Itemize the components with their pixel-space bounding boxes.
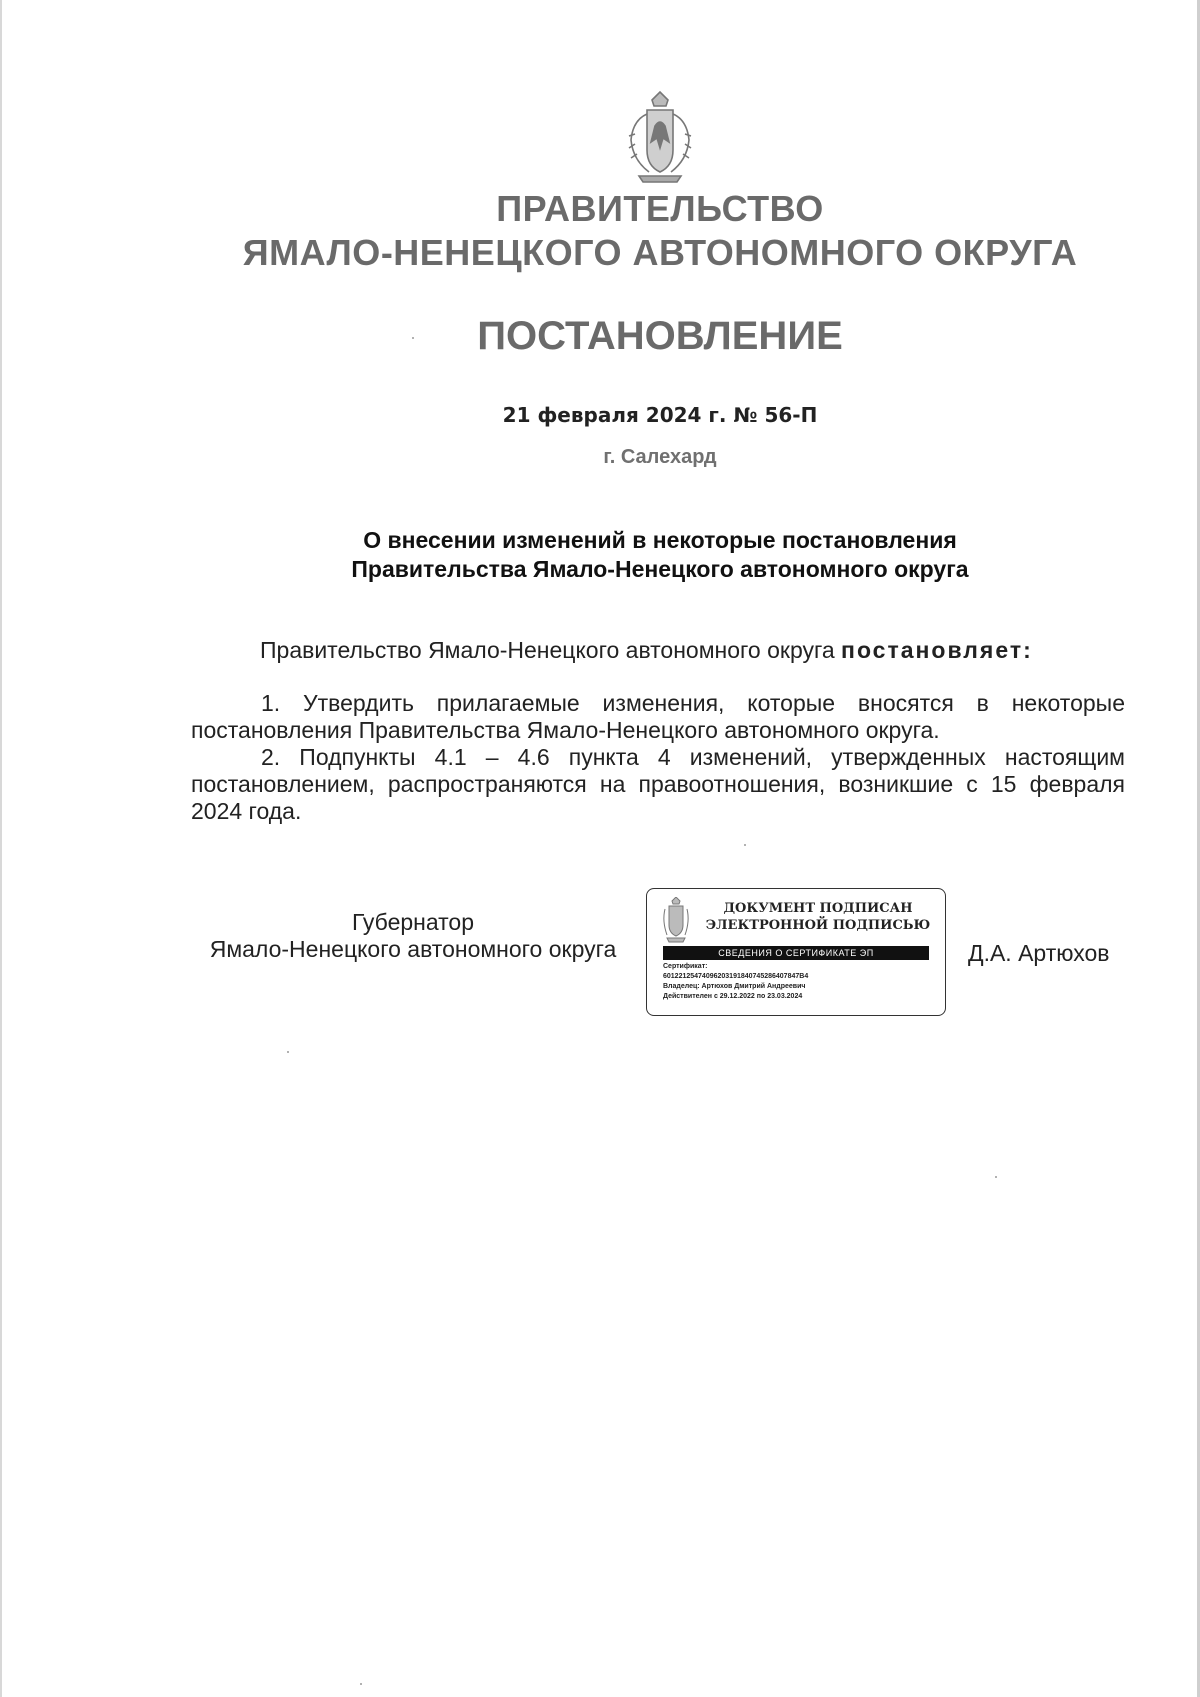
stamp-title (699, 900, 937, 934)
scan-speck (744, 844, 746, 846)
document-date-number: 21 февраля 2024 г. № 56-П (502, 403, 818, 427)
scan-speck (995, 1176, 997, 1178)
subject-line1: О внесении изменений в некоторые постановления (363, 527, 957, 553)
signatory-role (191, 909, 635, 963)
stamp-certificate-bar: СВЕДЕНИЯ О СЕРТИФИКАТЕ ЭП (663, 946, 929, 960)
stamp-owner: Владелец: Артюхов Дмитрий Андреевич (663, 983, 806, 990)
document-body (191, 690, 1125, 825)
preamble (260, 637, 1033, 664)
scan-speck (412, 337, 414, 339)
government-name-line1: ПРАВИТЕЛЬСТВО (496, 188, 824, 229)
government-name-line2: ЯМАЛО-НЕНЕЦКОГО АВТОНОМНОГО ОКРУГА (242, 232, 1078, 273)
document-subject (0, 526, 1200, 584)
preamble-verb: постановляет: (841, 637, 1033, 663)
body-item-2: 2. Подпункты 4.1 – 4.6 пункта 4 изменений, утвержденных настоящим постановлением, распространяются на правоотношения, возникшие с 15 февраля 2024 года. (191, 744, 1125, 824)
stamp-title-line1: ДОКУМЕНТ ПОДПИСАН (723, 901, 913, 916)
signatory-role-line1: Губернатор (351, 909, 475, 935)
document-type: ПОСТАНОВЛЕНИЕ (477, 314, 843, 358)
subject-line2: Правительства Ямало-Ненецкого автономного округа (351, 556, 969, 582)
stamp-title-line2: ЭЛЕКТРОННОЙ ПОДПИСЬЮ (705, 918, 931, 933)
preamble-text: Правительство Ямало-Ненецкого автономного округа (260, 637, 842, 663)
stamp-crest-icon (661, 897, 691, 943)
scan-speck (287, 1051, 289, 1053)
signatory-role-line2: Ямало-Ненецкого автономного округа (209, 936, 617, 962)
stamp-certificate-value: 60122125474096203191840745286407847B4 (663, 973, 809, 980)
document-city: г. Салехард (603, 446, 717, 468)
signatory-name: Д.А. Артюхов (968, 940, 1110, 966)
coat-of-arms-icon (625, 90, 695, 186)
body-item-1: 1. Утвердить прилагаемые изменения, которые вносятся в некоторые постановления Правительства Ямало-Ненецкого автономного округа. (191, 690, 1125, 743)
e-signature-stamp (646, 888, 946, 1016)
stamp-validity: Действителен с 29.12.2022 по 23.03.2024 (663, 993, 803, 1000)
stamp-certificate-details (663, 962, 933, 1002)
stamp-certificate-label: Сертификат: (663, 963, 708, 970)
scan-speck (360, 1683, 362, 1685)
